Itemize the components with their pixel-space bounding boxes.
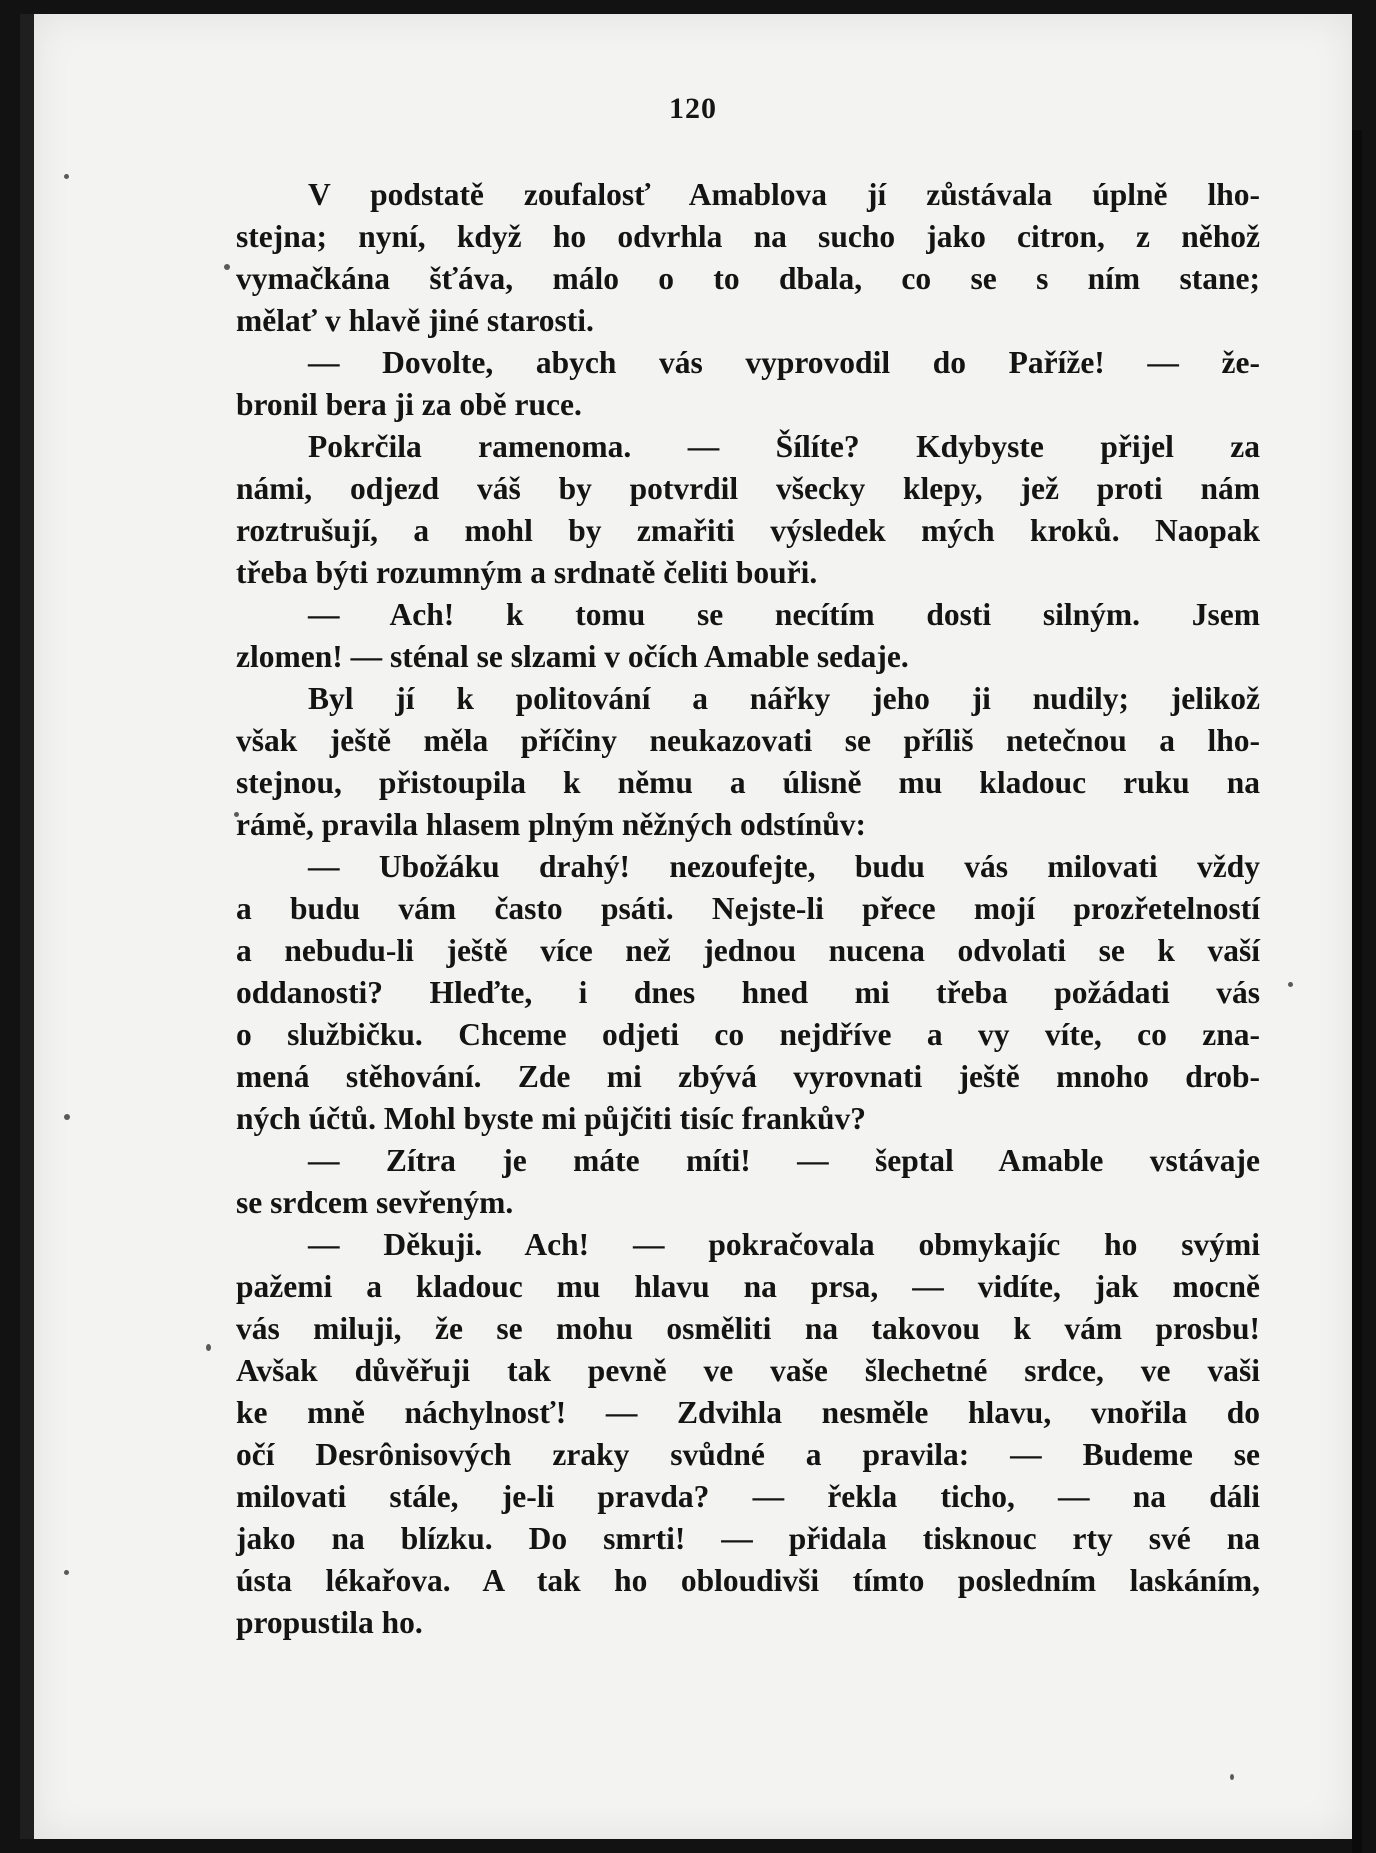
- scan-speck: [1288, 982, 1293, 987]
- text-line: Avšak důvěřuji tak pevně ve vaše šlechetné srdce, ve vaši: [236, 1353, 1260, 1388]
- text-line: o službičku. Chceme odjeti co nejdříve a vy víte, co zna-: [236, 1017, 1260, 1052]
- text-line: — Ubožáku drahý! nezoufejte, budu vás milovati vždy: [308, 849, 1260, 884]
- text-line: však ještě měla příčiny neukazovati se příliš netečnou a lho-: [236, 723, 1260, 758]
- text-line: propustila ho.: [236, 1605, 423, 1640]
- scan-speck: [1230, 1774, 1234, 1780]
- text-line: stejnou, přistoupila k němu a úlisně mu kladouc ruku na: [236, 765, 1260, 800]
- text-line: vymačkána šťáva, málo o to dbala, co se s ním stane;: [236, 261, 1260, 296]
- text-line: třeba býti rozumným a srdnatě čeliti bouři.: [236, 555, 818, 590]
- text-line: Pokrčila ramenoma. — Šílíte? Kdybyste přijel za: [308, 429, 1260, 464]
- text-line: mená stěhování. Zde mi zbývá vyrovnati ještě mnoho drob-: [236, 1059, 1260, 1094]
- text-line: a nebudu-li ještě více než jednou nucena odvolati se k vaší: [236, 933, 1260, 968]
- text-line: pažemi a kladouc mu hlavu na prsa, — vidíte, jak mocně: [236, 1269, 1260, 1304]
- scan-right-edge: [1352, 130, 1362, 1853]
- text-line: milovati stále, je-li pravda? — řekla ticho, — na dáli: [236, 1479, 1260, 1514]
- text-line: jako na blízku. Do smrti! — přidala tisknouc rty své na: [236, 1521, 1260, 1556]
- text-line: — Dovolte, abych vás vyprovodil do Paříže! — že-: [308, 345, 1260, 380]
- text-line: zlomen! — sténal se slzami v očích Amable sedaje.: [236, 639, 909, 674]
- scan-left-edge: [20, 14, 34, 1839]
- text-line: Byl jí k politování a nářky jeho ji nudily; jelikož: [308, 681, 1260, 716]
- text-line: oddanosti? Hleďte, i dnes hned mi třeba požádati vás: [236, 975, 1260, 1010]
- scan-speck: [206, 1344, 211, 1351]
- text-line: se srdcem sevřeným.: [236, 1185, 514, 1220]
- text-line: roztrušují, a mohl by zmařiti výsledek mých kroků. Naopak: [236, 513, 1260, 548]
- text-line: V podstatě zoufalosť Amablova jí zůstávala úplně lho-: [308, 177, 1260, 212]
- text-line: ných účtů. Mohl byste mi půjčiti tisíc frankův?: [236, 1101, 867, 1136]
- text-line: — Ach! k tomu se necítím dosti silným. Jsem: [308, 597, 1260, 632]
- text-line: bronil bera ji za obě ruce.: [236, 387, 582, 422]
- text-line: a budu vám často psáti. Nejste-li přece mojí prozřetelností: [236, 891, 1260, 926]
- scan-speck: [64, 1570, 69, 1575]
- body-text: [236, 174, 1260, 1644]
- scan-speck: [64, 174, 69, 179]
- page-number: 120: [669, 92, 717, 125]
- scan-speck: [64, 1114, 70, 1120]
- text-line: — Zítra je máte míti! — šeptal Amable vstávaje: [308, 1143, 1260, 1178]
- text-line: mělať v hlavě jiné starosti.: [236, 303, 594, 338]
- text-line: — Děkuji. Ach! — pokračovala obmykajíc ho svými: [308, 1227, 1260, 1262]
- text-line: stejna; nyní, když ho odvrhla na sucho jako citron, z něhož: [236, 219, 1260, 254]
- text-line: očí Desrônisových zraky svůdné a pravila: — Budeme se: [236, 1437, 1260, 1472]
- text-line: rámě, pravila hlasem plným něžných odstínův:: [236, 807, 867, 842]
- text-line: vás miluji, že se mohu osměliti na takovou k vám prosbu!: [236, 1311, 1260, 1346]
- scan-speck: [224, 264, 230, 270]
- text-line: námi, odjezd váš by potvrdil všecky klepy, jež proti nám: [236, 471, 1260, 506]
- text-line: ústa lékařova. A tak ho obloudivši tímto posledním laskáním,: [236, 1563, 1260, 1598]
- text-line: ke mně náchylnosť! — Zdvihla nesměle hlavu, vnořila do: [236, 1395, 1260, 1430]
